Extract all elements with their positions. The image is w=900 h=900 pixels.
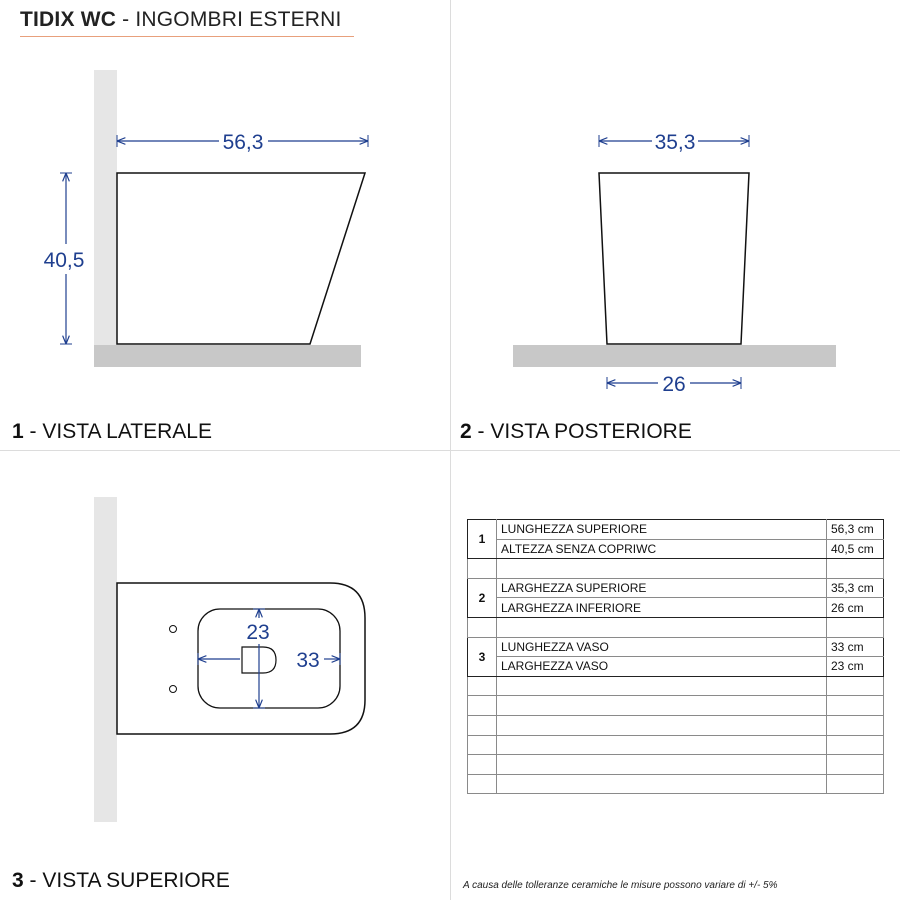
table-cell-value: 26 cm xyxy=(827,598,884,618)
table-cell-value: 40,5 cm xyxy=(827,539,884,559)
table-cell-label: LARGHEZZA VASO xyxy=(497,657,827,677)
rear-top-label: 35,3 xyxy=(654,131,696,154)
table-row-empty xyxy=(468,735,884,755)
view-label-top xyxy=(12,869,230,893)
table-row xyxy=(468,598,884,618)
table-row-empty xyxy=(468,774,884,794)
table-cell-label: LUNGHEZZA VASO xyxy=(497,637,827,657)
dimensions-table xyxy=(467,519,884,794)
table-cell-value: 56,3 cm xyxy=(827,520,884,540)
top-view xyxy=(94,497,365,822)
side-length-label: 56,3 xyxy=(222,131,264,154)
table-row-empty xyxy=(468,559,884,579)
view-title-rear: - VISTA POSTERIORE xyxy=(471,420,692,443)
view-title-side: - VISTA LATERALE xyxy=(23,420,212,443)
view-label-side xyxy=(12,420,212,444)
top-wall xyxy=(94,497,117,822)
table-cell-label: ALTEZZA SENZA COPRIWC xyxy=(497,539,827,559)
rear-view xyxy=(513,131,836,396)
top-length-label: 33 xyxy=(296,649,320,672)
side-view xyxy=(44,70,368,367)
table-row xyxy=(468,520,884,540)
side-height-label: 40,5 xyxy=(43,249,85,272)
top-fixing-hole-lower xyxy=(170,686,177,693)
table-row-empty xyxy=(468,755,884,775)
brand-name: TIDIX WC xyxy=(20,8,117,31)
table-row xyxy=(468,637,884,657)
side-wall xyxy=(94,70,117,346)
table-row-empty xyxy=(468,617,884,637)
table-group-id: 3 xyxy=(468,637,497,676)
table-cell-label: LARGHEZZA SUPERIORE xyxy=(497,578,827,598)
table-row xyxy=(468,539,884,559)
table-cell-value: 23 cm xyxy=(827,657,884,677)
view-number-side: 1 xyxy=(12,420,24,443)
view-number-rear: 2 xyxy=(460,420,472,443)
rear-bowl-outline xyxy=(599,173,749,344)
side-floor xyxy=(94,345,361,367)
table-cell-value: 33 cm xyxy=(827,637,884,657)
view-title-top: - VISTA SUPERIORE xyxy=(23,869,230,892)
table-cell-value: 35,3 cm xyxy=(827,578,884,598)
rear-floor xyxy=(513,345,836,367)
table-row-empty xyxy=(468,715,884,735)
table-row-empty xyxy=(468,696,884,716)
tolerance-footnote: A causa delle tolleranze ceramiche le misure possono variare di +/- 5% xyxy=(463,880,778,891)
table-cell-label: LUNGHEZZA SUPERIORE xyxy=(497,520,827,540)
rear-bottom-label: 26 xyxy=(662,373,686,396)
side-bowl-outline xyxy=(117,173,365,344)
view-number-top: 3 xyxy=(12,869,24,892)
table-group-id: 1 xyxy=(468,520,497,559)
top-width-label: 23 xyxy=(246,621,270,644)
table-cell-label: LARGHEZZA INFERIORE xyxy=(497,598,827,618)
table-group-id: 2 xyxy=(468,578,497,617)
title-separator: - xyxy=(116,8,136,31)
table-row-empty xyxy=(468,676,884,696)
table-row xyxy=(468,578,884,598)
title-subtitle: INGOMBRI ESTERNI xyxy=(135,8,342,31)
top-fixing-hole-upper xyxy=(170,626,177,633)
table-row xyxy=(468,657,884,677)
view-label-rear xyxy=(460,420,692,444)
